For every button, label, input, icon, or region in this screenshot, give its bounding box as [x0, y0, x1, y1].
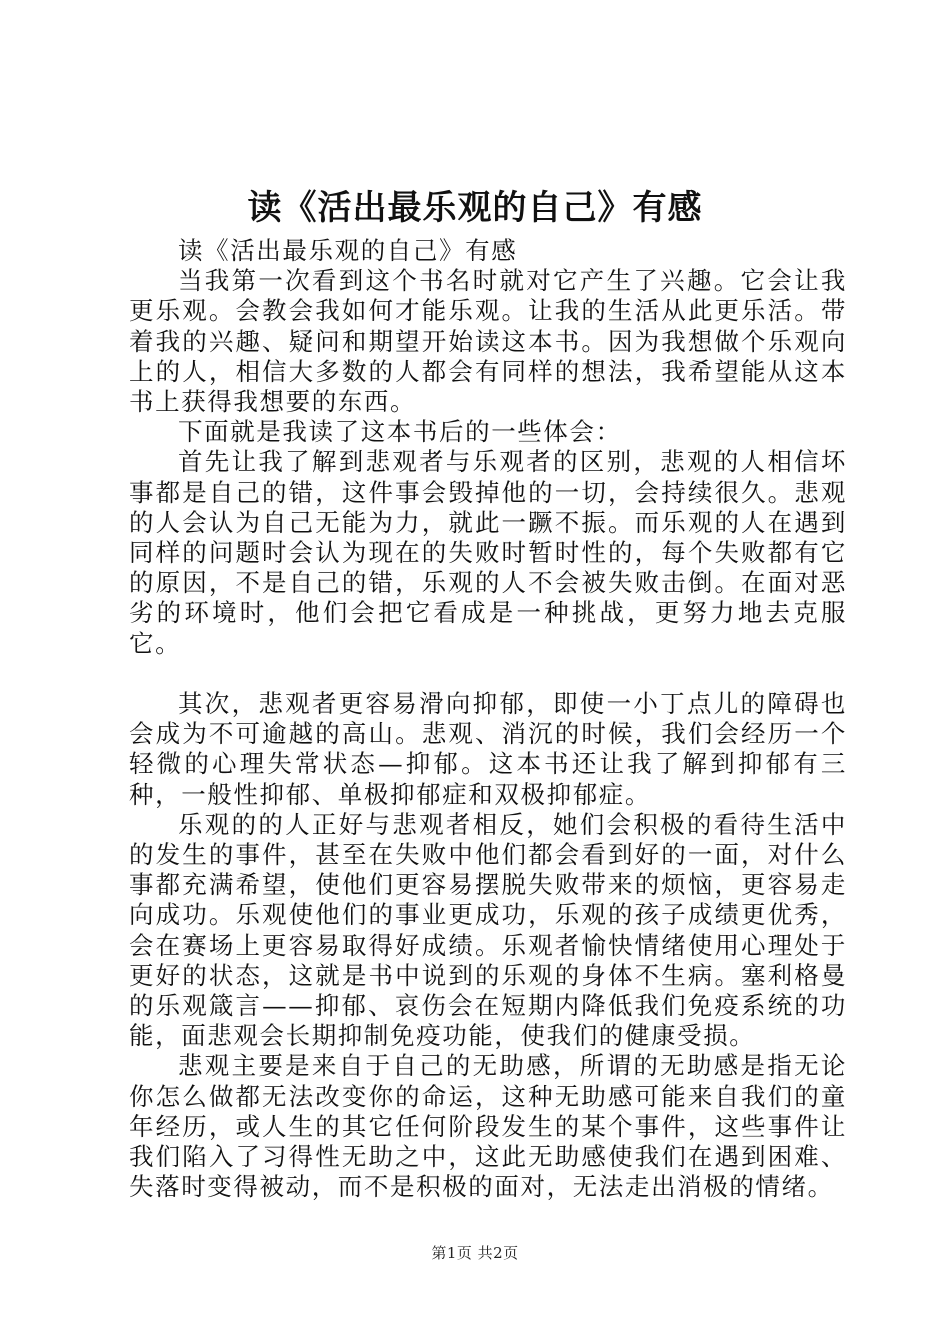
- paragraph: 下面就是我读了这本书后的一些体会：: [178, 417, 622, 447]
- document-body: [129, 236, 847, 1202]
- paragraph: 其次，悲观者更容易滑向抑郁，即使一小丁点儿的障碍也会成为不可逾越的高山。悲观、消沉的时候，我们会经历一个轻微的心理失常状态—抑郁。这本书还让我了解到抑郁有三种，一般性抑郁、单极抑郁症和双极抑郁症。: [129, 689, 847, 809]
- paragraph: 乐观的的人正好与悲观者相反，她们会积极的看待生活中的发生的事件，甚至在失败中他们都会看到好的一面，对什么事都充满希望，使他们更容易摆脱失败带来的烦恼，更容易走向成功。乐观使他们的事业更成功，乐观的孩子成绩更优秀，会在赛场上更容易取得好成绩。乐观者愉快情绪使用心理处于更好的状态，这就是书中说到的乐观的身体不生病。塞利格曼的乐观箴言——抑郁、哀伤会在短期内降低我们免疫系统的功能，面悲观会长期抑制免疫功能，使我们的健康受损。: [129, 809, 847, 1051]
- paragraph: 当我第一次看到这个书名时就对它产生了兴趣。它会让我更乐观。会教会我如何才能乐观。让我的生活从此更乐活。带着我的兴趣、疑问和期望开始读这本书。因为我想做个乐观向上的人，相信大多数的人都会有同样的想法，我希望能从这本书上获得我想要的东西。: [129, 266, 847, 417]
- document-title: 读《活出最乐观的自己》有感: [247, 188, 703, 228]
- paragraph-spacer: [129, 659, 847, 689]
- paragraph: 悲观主要是来自于自己的无助感，所谓的无助感是指无论你怎么做都无法改变你的命运，这种无助感可能来自我们的童年经历，或人生的其它任何阶段发生的某个事件，这些事件让我们陷入了习得性无助之中，这此无助感使我们在遇到困难、失落时变得被动，而不是积极的面对，无法走出消极的情绪。: [129, 1051, 847, 1202]
- paragraph: 首先让我了解到悲观者与乐观者的区别，悲观的人相信坏事都是自己的错，这件事会毁掉他的一切，会持续很久。悲观的人会认为自己无能为力，就此一蹶不振。而乐观的人在遇到同样的问题时会认为现在的失败时暂时性的，每个失败都有它的原因，不是自己的错，乐观的人不会被失败击倒。在面对恶劣的环境时，他们会把它看成是一种挑战，更努力地去克服它。: [129, 447, 847, 658]
- paragraph-subtitle: 读《活出最乐观的自己》有感: [178, 236, 518, 265]
- page-number-footer: 第1页 共2页: [431, 1244, 519, 1262]
